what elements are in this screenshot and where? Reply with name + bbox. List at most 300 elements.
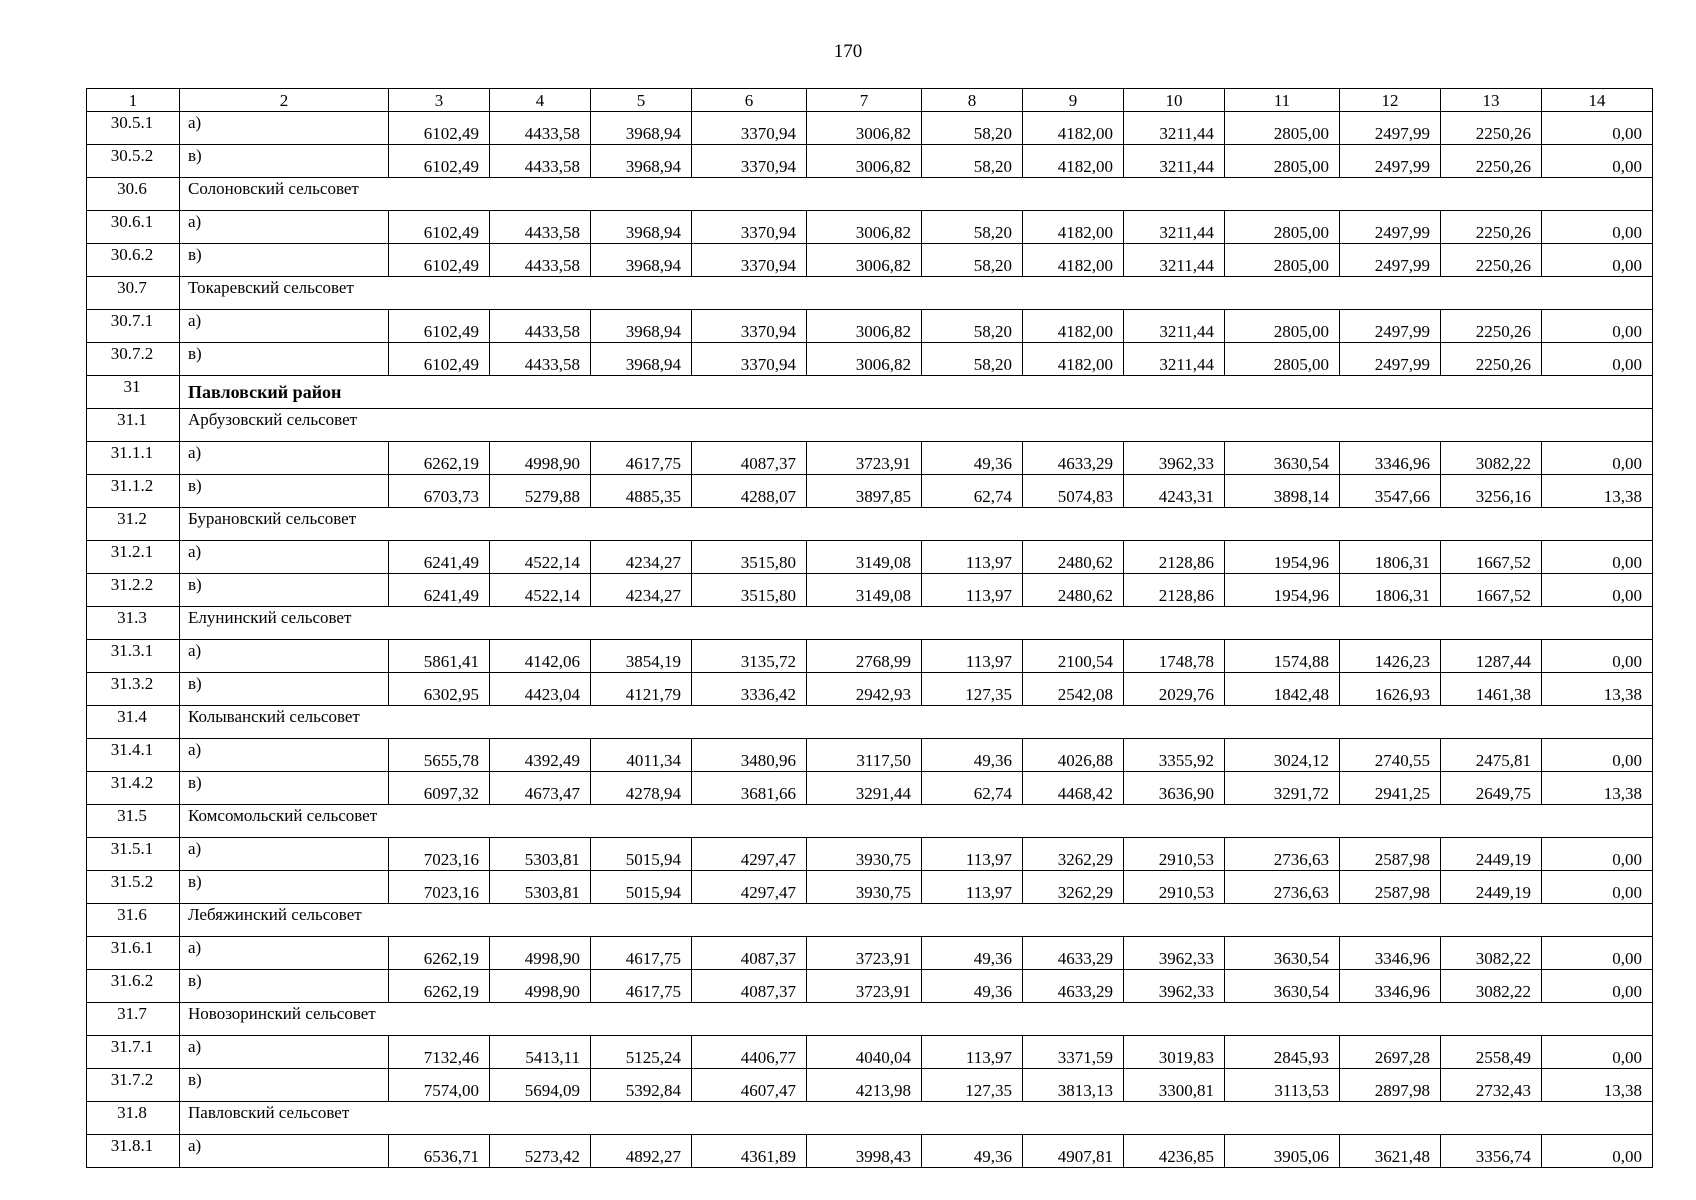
value-cell: 4026,88: [1023, 739, 1124, 772]
value-cell: 2250,26: [1441, 112, 1542, 145]
row-sublabel: а): [180, 739, 389, 772]
value-cell: 2910,53: [1124, 838, 1225, 871]
section-name: Павловский сельсовет: [180, 1102, 1653, 1135]
value-cell: 6102,49: [389, 112, 490, 145]
value-cell: 3370,94: [692, 244, 807, 277]
value-cell: 2805,00: [1225, 310, 1340, 343]
section-name: Колыванский сельсовет: [180, 706, 1653, 739]
row-sublabel: а): [180, 640, 389, 673]
value-cell: 58,20: [922, 310, 1023, 343]
row-sublabel: а): [180, 1036, 389, 1069]
value-cell: 4392,49: [490, 739, 591, 772]
row-sublabel: в): [180, 475, 389, 508]
value-cell: 3082,22: [1441, 937, 1542, 970]
value-cell: 5279,88: [490, 475, 591, 508]
value-cell: 2128,86: [1124, 574, 1225, 607]
value-cell: 4182,00: [1023, 310, 1124, 343]
row-sublabel: а): [180, 1135, 389, 1168]
value-cell: 62,74: [922, 772, 1023, 805]
value-cell: 2497,99: [1340, 310, 1441, 343]
value-cell: 0,00: [1542, 871, 1653, 904]
value-cell: 3346,96: [1340, 970, 1441, 1003]
value-cell: 4468,42: [1023, 772, 1124, 805]
value-cell: 4633,29: [1023, 442, 1124, 475]
value-cell: 6703,73: [389, 475, 490, 508]
value-cell: 4234,27: [591, 574, 692, 607]
value-cell: 5015,94: [591, 871, 692, 904]
value-cell: 4423,04: [490, 673, 591, 706]
value-cell: 4633,29: [1023, 937, 1124, 970]
value-cell: 6536,71: [389, 1135, 490, 1168]
value-cell: 4433,58: [490, 343, 591, 376]
value-cell: 58,20: [922, 343, 1023, 376]
value-cell: 7132,46: [389, 1036, 490, 1069]
value-cell: 2250,26: [1441, 211, 1542, 244]
value-cell: 4433,58: [490, 244, 591, 277]
value-cell: 49,36: [922, 1135, 1023, 1168]
value-cell: 3356,74: [1441, 1135, 1542, 1168]
value-cell: 13,38: [1542, 1069, 1653, 1102]
value-cell: 4885,35: [591, 475, 692, 508]
value-cell: 3813,13: [1023, 1069, 1124, 1102]
row-sublabel: в): [180, 970, 389, 1003]
value-cell: 4617,75: [591, 937, 692, 970]
row-code: 31.3.2: [87, 673, 180, 706]
value-cell: 3019,83: [1124, 1036, 1225, 1069]
table-row: [87, 1036, 1653, 1069]
section-name: Комсомольский сельсовет: [180, 805, 1653, 838]
value-cell: 4998,90: [490, 937, 591, 970]
tariff-table: [86, 88, 1653, 1168]
value-cell: 1806,31: [1340, 541, 1441, 574]
column-header: 10: [1124, 89, 1225, 112]
row-sublabel: в): [180, 871, 389, 904]
value-cell: 4182,00: [1023, 112, 1124, 145]
section-row: [87, 178, 1653, 211]
value-cell: 2697,28: [1340, 1036, 1441, 1069]
value-cell: 127,35: [922, 1069, 1023, 1102]
value-cell: 3149,08: [807, 541, 922, 574]
value-cell: 3336,42: [692, 673, 807, 706]
value-cell: 7574,00: [389, 1069, 490, 1102]
value-cell: 3905,06: [1225, 1135, 1340, 1168]
value-cell: 3898,14: [1225, 475, 1340, 508]
row-code: 31.4: [87, 706, 180, 739]
table-row: [87, 442, 1653, 475]
value-cell: 3211,44: [1124, 310, 1225, 343]
row-code: 31.4.2: [87, 772, 180, 805]
row-code: 31.1.1: [87, 442, 180, 475]
row-code: 31.6.1: [87, 937, 180, 970]
value-cell: 13,38: [1542, 475, 1653, 508]
row-code: 30.5.1: [87, 112, 180, 145]
value-cell: 3006,82: [807, 343, 922, 376]
table-row: [87, 772, 1653, 805]
row-sublabel: а): [180, 112, 389, 145]
value-cell: 5125,24: [591, 1036, 692, 1069]
value-cell: 3211,44: [1124, 145, 1225, 178]
value-cell: 4297,47: [692, 871, 807, 904]
value-cell: 2250,26: [1441, 145, 1542, 178]
value-cell: 3211,44: [1124, 244, 1225, 277]
row-sublabel: а): [180, 310, 389, 343]
value-cell: 2250,26: [1441, 343, 1542, 376]
value-cell: 0,00: [1542, 970, 1653, 1003]
page-number: 170: [833, 41, 863, 62]
value-cell: 4213,98: [807, 1069, 922, 1102]
value-cell: 49,36: [922, 442, 1023, 475]
value-cell: 3346,96: [1340, 937, 1441, 970]
value-cell: 5861,41: [389, 640, 490, 673]
value-cell: 3630,54: [1225, 970, 1340, 1003]
value-cell: 3291,44: [807, 772, 922, 805]
row-code: 30.6.1: [87, 211, 180, 244]
section-row: [87, 904, 1653, 937]
value-cell: 4617,75: [591, 442, 692, 475]
value-cell: 3930,75: [807, 871, 922, 904]
value-cell: 4522,14: [490, 574, 591, 607]
value-cell: 1954,96: [1225, 541, 1340, 574]
value-cell: 6262,19: [389, 970, 490, 1003]
value-cell: 0,00: [1542, 541, 1653, 574]
section-row: [87, 277, 1653, 310]
value-cell: 3006,82: [807, 211, 922, 244]
value-cell: 0,00: [1542, 442, 1653, 475]
value-cell: 3854,19: [591, 640, 692, 673]
value-cell: 0,00: [1542, 937, 1653, 970]
value-cell: 3962,33: [1124, 442, 1225, 475]
value-cell: 6262,19: [389, 937, 490, 970]
section-name: Токаревский сельсовет: [180, 277, 1653, 310]
row-sublabel: в): [180, 772, 389, 805]
row-code: 30.6: [87, 178, 180, 211]
row-code: 31.2: [87, 508, 180, 541]
value-cell: 3630,54: [1225, 442, 1340, 475]
value-cell: 3082,22: [1441, 442, 1542, 475]
value-cell: 3149,08: [807, 574, 922, 607]
value-cell: 2029,76: [1124, 673, 1225, 706]
value-cell: 3515,80: [692, 541, 807, 574]
table-row: [87, 673, 1653, 706]
value-cell: 4182,00: [1023, 211, 1124, 244]
section-name: Елунинский сельсовет: [180, 607, 1653, 640]
value-cell: 4297,47: [692, 838, 807, 871]
value-cell: 58,20: [922, 244, 1023, 277]
value-cell: 5273,42: [490, 1135, 591, 1168]
row-code: 31.5.2: [87, 871, 180, 904]
value-cell: 2941,25: [1340, 772, 1441, 805]
section-row: [87, 805, 1653, 838]
value-cell: 2736,63: [1225, 871, 1340, 904]
value-cell: 6241,49: [389, 574, 490, 607]
value-cell: 0,00: [1542, 739, 1653, 772]
value-cell: 3630,54: [1225, 937, 1340, 970]
row-sublabel: а): [180, 541, 389, 574]
value-cell: 3117,50: [807, 739, 922, 772]
value-cell: 4406,77: [692, 1036, 807, 1069]
row-sublabel: в): [180, 574, 389, 607]
value-cell: 2497,99: [1340, 145, 1441, 178]
row-code: 31.4.1: [87, 739, 180, 772]
value-cell: 3006,82: [807, 145, 922, 178]
value-cell: 3370,94: [692, 343, 807, 376]
value-cell: 0,00: [1542, 145, 1653, 178]
value-cell: 3211,44: [1124, 112, 1225, 145]
section-row: [87, 1102, 1653, 1135]
section-name: Солоновский сельсовет: [180, 178, 1653, 211]
column-header: 1: [87, 89, 180, 112]
value-cell: 1287,44: [1441, 640, 1542, 673]
value-cell: 4182,00: [1023, 343, 1124, 376]
value-cell: 3006,82: [807, 310, 922, 343]
value-cell: 5694,09: [490, 1069, 591, 1102]
value-cell: 1842,48: [1225, 673, 1340, 706]
value-cell: 3370,94: [692, 211, 807, 244]
value-cell: 0,00: [1542, 244, 1653, 277]
table-row: [87, 343, 1653, 376]
row-code: 31.5: [87, 805, 180, 838]
section-row: [87, 706, 1653, 739]
value-cell: 2740,55: [1340, 739, 1441, 772]
row-code: 31.2.2: [87, 574, 180, 607]
value-cell: 4236,85: [1124, 1135, 1225, 1168]
value-cell: 2805,00: [1225, 244, 1340, 277]
column-header: 8: [922, 89, 1023, 112]
table-row: [87, 211, 1653, 244]
value-cell: 2805,00: [1225, 211, 1340, 244]
value-cell: 3262,29: [1023, 838, 1124, 871]
row-code: 31.7: [87, 1003, 180, 1036]
value-cell: 3006,82: [807, 112, 922, 145]
column-header: 12: [1340, 89, 1441, 112]
row-code: 30.7.2: [87, 343, 180, 376]
value-cell: 3547,66: [1340, 475, 1441, 508]
value-cell: 4278,94: [591, 772, 692, 805]
value-cell: 3723,91: [807, 442, 922, 475]
value-cell: 2558,49: [1441, 1036, 1542, 1069]
row-code: 30.7.1: [87, 310, 180, 343]
value-cell: 3723,91: [807, 937, 922, 970]
row-code: 31.5.1: [87, 838, 180, 871]
value-cell: 113,97: [922, 574, 1023, 607]
value-cell: 3968,94: [591, 145, 692, 178]
row-code: 30.7: [87, 277, 180, 310]
row-sublabel: а): [180, 838, 389, 871]
value-cell: 1667,52: [1441, 541, 1542, 574]
value-cell: 5655,78: [389, 739, 490, 772]
value-cell: 3968,94: [591, 112, 692, 145]
value-cell: 4892,27: [591, 1135, 692, 1168]
value-cell: 1574,88: [1225, 640, 1340, 673]
value-cell: 2942,93: [807, 673, 922, 706]
section-row: [87, 409, 1653, 442]
value-cell: 0,00: [1542, 112, 1653, 145]
section-name: Новозоринский сельсовет: [180, 1003, 1653, 1036]
section-name: Лебяжинский сельсовет: [180, 904, 1653, 937]
value-cell: 4011,34: [591, 739, 692, 772]
value-cell: 1748,78: [1124, 640, 1225, 673]
value-cell: 4243,31: [1124, 475, 1225, 508]
value-cell: 4182,00: [1023, 244, 1124, 277]
row-code: 31.3.1: [87, 640, 180, 673]
value-cell: 2497,99: [1340, 244, 1441, 277]
value-cell: 1426,23: [1340, 640, 1441, 673]
row-sublabel: в): [180, 343, 389, 376]
value-cell: 4907,81: [1023, 1135, 1124, 1168]
value-cell: 2250,26: [1441, 244, 1542, 277]
value-cell: 3355,92: [1124, 739, 1225, 772]
column-header: 4: [490, 89, 591, 112]
table-row: [87, 1135, 1653, 1168]
value-cell: 3211,44: [1124, 343, 1225, 376]
table-row: [87, 475, 1653, 508]
value-cell: 113,97: [922, 1036, 1023, 1069]
value-cell: 3998,43: [807, 1135, 922, 1168]
value-cell: 1667,52: [1441, 574, 1542, 607]
table-row: [87, 310, 1653, 343]
section-row: [87, 508, 1653, 541]
value-cell: 2542,08: [1023, 673, 1124, 706]
table-row: [87, 244, 1653, 277]
row-code: 31.7.1: [87, 1036, 180, 1069]
value-cell: 2768,99: [807, 640, 922, 673]
value-cell: 1626,93: [1340, 673, 1441, 706]
column-header: 2: [180, 89, 389, 112]
value-cell: 4234,27: [591, 541, 692, 574]
value-cell: 3300,81: [1124, 1069, 1225, 1102]
value-cell: 3006,82: [807, 244, 922, 277]
table-row: [87, 574, 1653, 607]
value-cell: 5074,83: [1023, 475, 1124, 508]
value-cell: 0,00: [1542, 343, 1653, 376]
column-header: 13: [1441, 89, 1542, 112]
value-cell: 6097,32: [389, 772, 490, 805]
value-cell: 58,20: [922, 112, 1023, 145]
value-cell: 6102,49: [389, 211, 490, 244]
value-cell: 3968,94: [591, 244, 692, 277]
value-cell: 2649,75: [1441, 772, 1542, 805]
value-cell: 6262,19: [389, 442, 490, 475]
value-cell: 3082,22: [1441, 970, 1542, 1003]
value-cell: 4087,37: [692, 970, 807, 1003]
value-cell: 5015,94: [591, 838, 692, 871]
row-code: 31.2.1: [87, 541, 180, 574]
value-cell: 2805,00: [1225, 145, 1340, 178]
value-cell: 4433,58: [490, 211, 591, 244]
value-cell: 13,38: [1542, 772, 1653, 805]
value-cell: 2480,62: [1023, 541, 1124, 574]
value-cell: 3962,33: [1124, 970, 1225, 1003]
value-cell: 4121,79: [591, 673, 692, 706]
value-cell: 3968,94: [591, 211, 692, 244]
value-cell: 1806,31: [1340, 574, 1441, 607]
row-sublabel: а): [180, 937, 389, 970]
value-cell: 3370,94: [692, 112, 807, 145]
value-cell: 3723,91: [807, 970, 922, 1003]
table-row: [87, 838, 1653, 871]
column-header: 7: [807, 89, 922, 112]
value-cell: 3291,72: [1225, 772, 1340, 805]
value-cell: 4288,07: [692, 475, 807, 508]
value-cell: 4361,89: [692, 1135, 807, 1168]
row-sublabel: а): [180, 211, 389, 244]
value-cell: 4998,90: [490, 970, 591, 1003]
value-cell: 3636,90: [1124, 772, 1225, 805]
value-cell: 58,20: [922, 211, 1023, 244]
value-cell: 5392,84: [591, 1069, 692, 1102]
column-header: 5: [591, 89, 692, 112]
value-cell: 3370,94: [692, 145, 807, 178]
row-sublabel: а): [180, 442, 389, 475]
value-cell: 3480,96: [692, 739, 807, 772]
value-cell: 2250,26: [1441, 310, 1542, 343]
district-row: [87, 376, 1653, 409]
value-cell: 4142,06: [490, 640, 591, 673]
column-header: 9: [1023, 89, 1124, 112]
row-code: 31.7.2: [87, 1069, 180, 1102]
row-sublabel: в): [180, 145, 389, 178]
value-cell: 2497,99: [1340, 343, 1441, 376]
row-code: 31.1.2: [87, 475, 180, 508]
value-cell: 3968,94: [591, 343, 692, 376]
row-code: 31.6.2: [87, 970, 180, 1003]
value-cell: 62,74: [922, 475, 1023, 508]
value-cell: 2897,98: [1340, 1069, 1441, 1102]
column-header: 6: [692, 89, 807, 112]
table-row: [87, 112, 1653, 145]
value-cell: 4633,29: [1023, 970, 1124, 1003]
value-cell: 3135,72: [692, 640, 807, 673]
value-cell: 4607,47: [692, 1069, 807, 1102]
value-cell: 113,97: [922, 640, 1023, 673]
value-cell: 2587,98: [1340, 871, 1441, 904]
value-cell: 3262,29: [1023, 871, 1124, 904]
table-row: [87, 739, 1653, 772]
value-cell: 4182,00: [1023, 145, 1124, 178]
value-cell: 6102,49: [389, 343, 490, 376]
value-cell: 113,97: [922, 871, 1023, 904]
value-cell: 4433,58: [490, 310, 591, 343]
value-cell: 113,97: [922, 838, 1023, 871]
value-cell: 2736,63: [1225, 838, 1340, 871]
value-cell: 5303,81: [490, 838, 591, 871]
table-row: [87, 970, 1653, 1003]
value-cell: 7023,16: [389, 838, 490, 871]
value-cell: 49,36: [922, 739, 1023, 772]
value-cell: 2805,00: [1225, 343, 1340, 376]
row-code: 31: [87, 376, 180, 409]
value-cell: 4040,04: [807, 1036, 922, 1069]
row-sublabel: в): [180, 1069, 389, 1102]
value-cell: 6241,49: [389, 541, 490, 574]
value-cell: 4673,47: [490, 772, 591, 805]
section-row: [87, 1003, 1653, 1036]
value-cell: 0,00: [1542, 211, 1653, 244]
section-name: Арбузовский сельсовет: [180, 409, 1653, 442]
value-cell: 4433,58: [490, 145, 591, 178]
value-cell: 3515,80: [692, 574, 807, 607]
value-cell: 2497,99: [1340, 211, 1441, 244]
column-header: 14: [1542, 89, 1653, 112]
row-code: 30.6.2: [87, 244, 180, 277]
value-cell: 2449,19: [1441, 871, 1542, 904]
value-cell: 13,38: [1542, 673, 1653, 706]
table-row: [87, 1069, 1653, 1102]
value-cell: 4617,75: [591, 970, 692, 1003]
row-code: 30.5.2: [87, 145, 180, 178]
row-code: 31.8.1: [87, 1135, 180, 1168]
value-cell: 3930,75: [807, 838, 922, 871]
